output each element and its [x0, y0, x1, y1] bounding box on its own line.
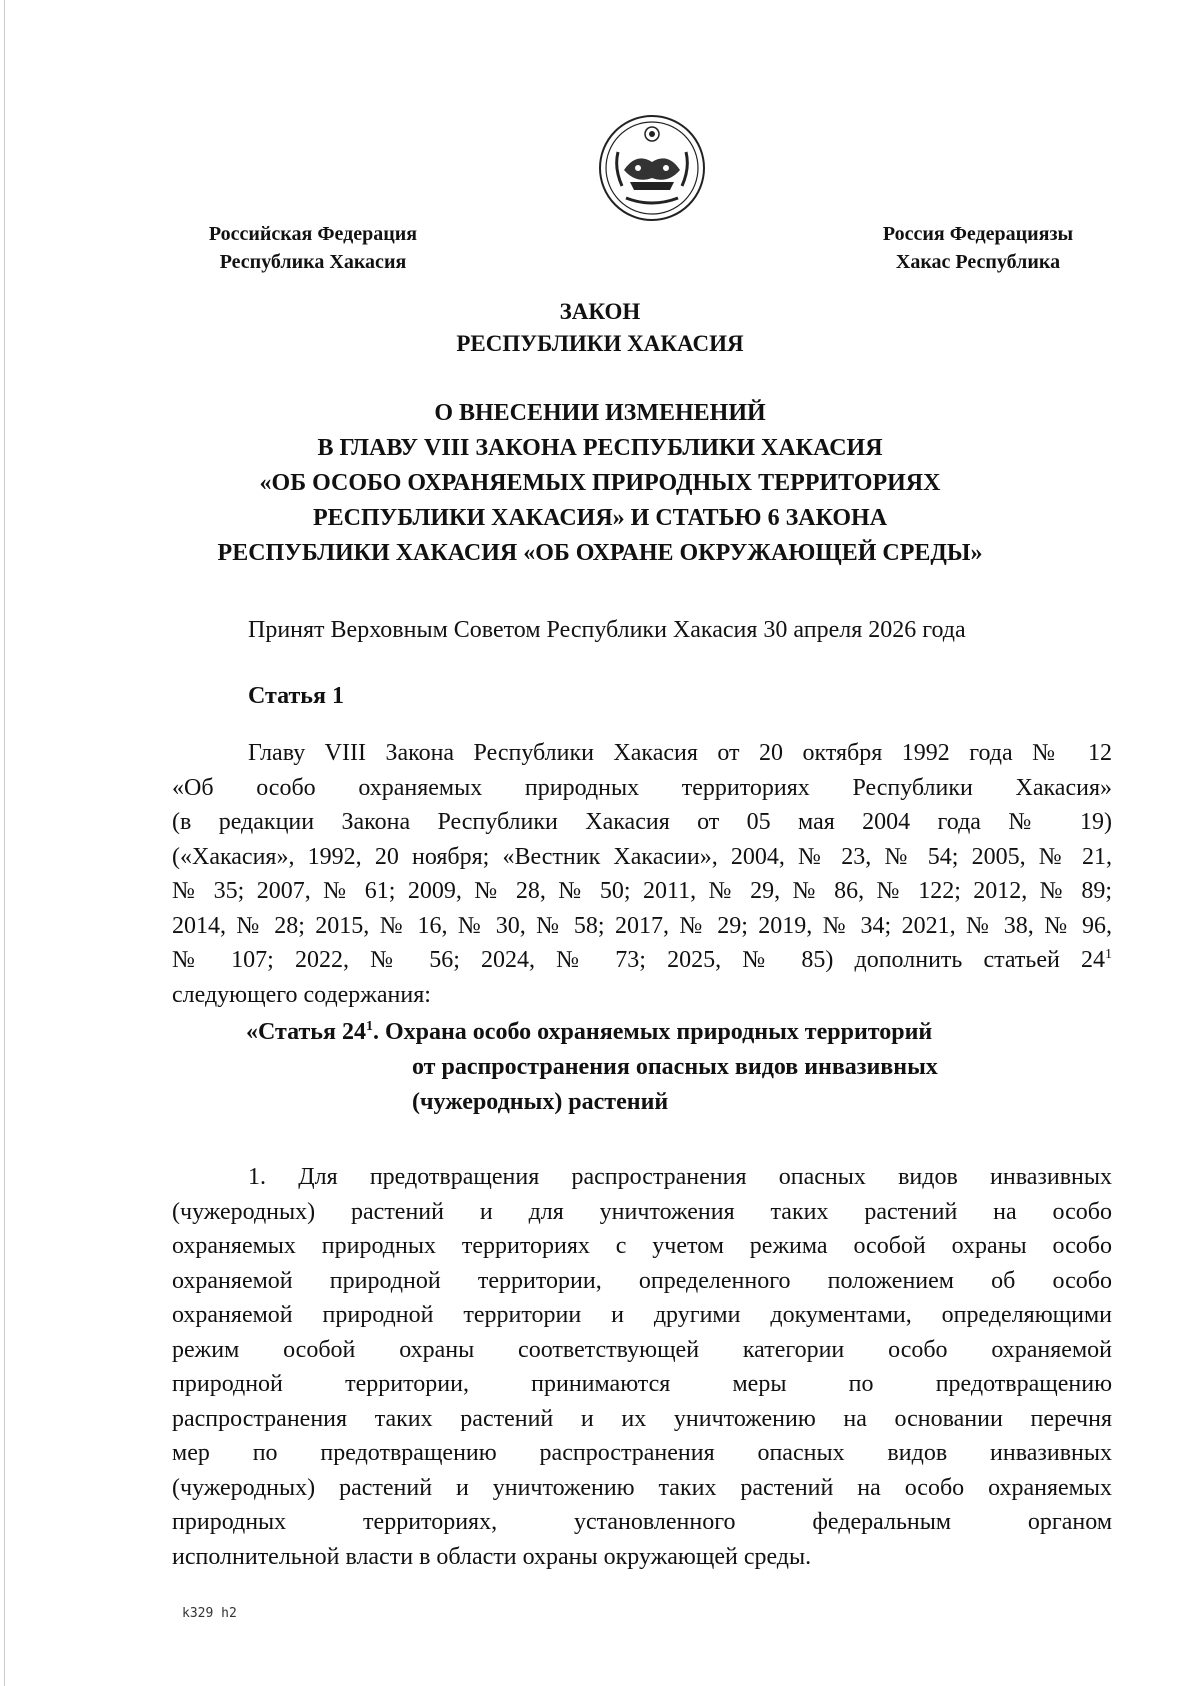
- law-title-line: В ГЛАВУ VIII ЗАКОНА РЕСПУБЛИКИ ХАКАСИЯ: [317, 435, 883, 461]
- new-article-prefix: «Статья 24: [246, 1019, 366, 1045]
- text-line: (чужеродных) растений и уничтожению таких растений на особо охраняемых: [172, 1474, 1112, 1501]
- superscript: 1: [1105, 947, 1112, 962]
- text-line: режим особой охраны соответствующей категории особо охраняемой: [172, 1336, 1112, 1363]
- text-line: («Хакасия», 1992, 20 ноября; «Вестник Хакасии», 2004, № 23, № 54; 2005, № 21,: [172, 843, 1112, 870]
- point-1-text: [172, 1160, 1112, 1574]
- article-1-text: [172, 736, 1112, 1012]
- scan-edge-line: [4, 0, 5, 1686]
- new-article-heading: [246, 1015, 938, 1120]
- text-line: (в редакции Закона Республики Хакасия от 05 мая 2004 года № 19): [172, 809, 1112, 835]
- text-line: Главу VIII Закона Республики Хакасия от 20 октября 1992 года № 12: [248, 740, 1112, 766]
- new-article-title-line1: . Охрана особо охраняемых природных территорий: [372, 1019, 933, 1045]
- text-line: «Об особо охраняемых природных территориях Республики Хакасия»: [172, 774, 1112, 801]
- header-right: [848, 220, 1108, 276]
- text-line: 2014, № 28; 2015, № 16, № 30, № 58; 2017, № 29; 2019, № 34; 2021, № 38, № 96,: [172, 912, 1112, 939]
- text-line: исполнительной власти в области охраны окружающей среды.: [172, 1543, 812, 1570]
- law-title: [0, 396, 1200, 571]
- text-line: природных территориях, установленного федеральным органом: [172, 1509, 1112, 1535]
- text-line: природной территории, принимаются меры по предотвращению: [172, 1371, 1112, 1397]
- text-line: (чужеродных) растений и для уничтожения таких растений на особо: [172, 1198, 1112, 1225]
- new-article-title-line2: от распространения опасных видов инвазивных: [412, 1054, 938, 1080]
- text-line: охраняемых природных территориях с учетом режима особой охраны особо: [172, 1233, 1112, 1259]
- text-line: № 35; 2007, № 61; 2009, № 28, № 50; 2011, № 29, № 86, № 122; 2012, № 89;: [172, 878, 1112, 904]
- text-line: мер по предотвращению распространения опасных видов инвазивных: [172, 1440, 1112, 1466]
- text-line: охраняемой природной территории, определенного положением об особо: [172, 1267, 1112, 1294]
- footer-code: k329 h2: [182, 1606, 237, 1621]
- header-left-line1: Российская Федерация: [208, 223, 418, 245]
- coat-of-arms-icon: [596, 112, 708, 224]
- text-line: № 107; 2022, № 56; 2024, № 73; 2025, № 85) дополнить статьей 24: [172, 947, 1105, 973]
- law-type-line1: ЗАКОН: [559, 299, 641, 324]
- adoption-line: Принят Верховным Советом Республики Хакасия 30 апреля 2026 года: [248, 617, 966, 643]
- article-1-heading: Статья 1: [248, 683, 344, 709]
- header-left: [178, 220, 448, 276]
- text-line: следующего содержания:: [172, 981, 431, 1008]
- header-right-line1: Россия Федерациязы: [882, 223, 1074, 245]
- text-line: охраняемой природной территории и другими документами, определяющими: [172, 1302, 1112, 1328]
- law-type-line2: РЕСПУБЛИКИ ХАКАСИЯ: [456, 331, 744, 356]
- text-line: распространения таких растений и их уничтожению на основании перечня: [172, 1405, 1112, 1432]
- text-line: 1. Для предотвращения распространения опасных видов инвазивных: [248, 1164, 1112, 1190]
- law-title-line: РЕСПУБЛИКИ ХАКАСИЯ «ОБ ОХРАНЕ ОКРУЖАЮЩЕЙ СРЕДЫ»: [217, 540, 983, 566]
- new-article-title-line3: (чужеродных) растений: [412, 1089, 669, 1115]
- superscript: 1: [365, 1019, 373, 1034]
- law-title-line: РЕСПУБЛИКИ ХАКАСИЯ» И СТАТЬЮ 6 ЗАКОНА: [312, 505, 888, 531]
- header-left-line2: Республика Хакасия: [219, 251, 407, 273]
- law-title-line: «ОБ ОСОБО ОХРАНЯЕМЫХ ПРИРОДНЫХ ТЕРРИТОРИЯХ: [259, 470, 941, 496]
- text-line-with-sup: [172, 943, 1112, 978]
- header-right-line2: Хакас Республика: [895, 251, 1061, 273]
- law-title-line: О ВНЕСЕНИИ ИЗМЕНЕНИЙ: [434, 400, 766, 426]
